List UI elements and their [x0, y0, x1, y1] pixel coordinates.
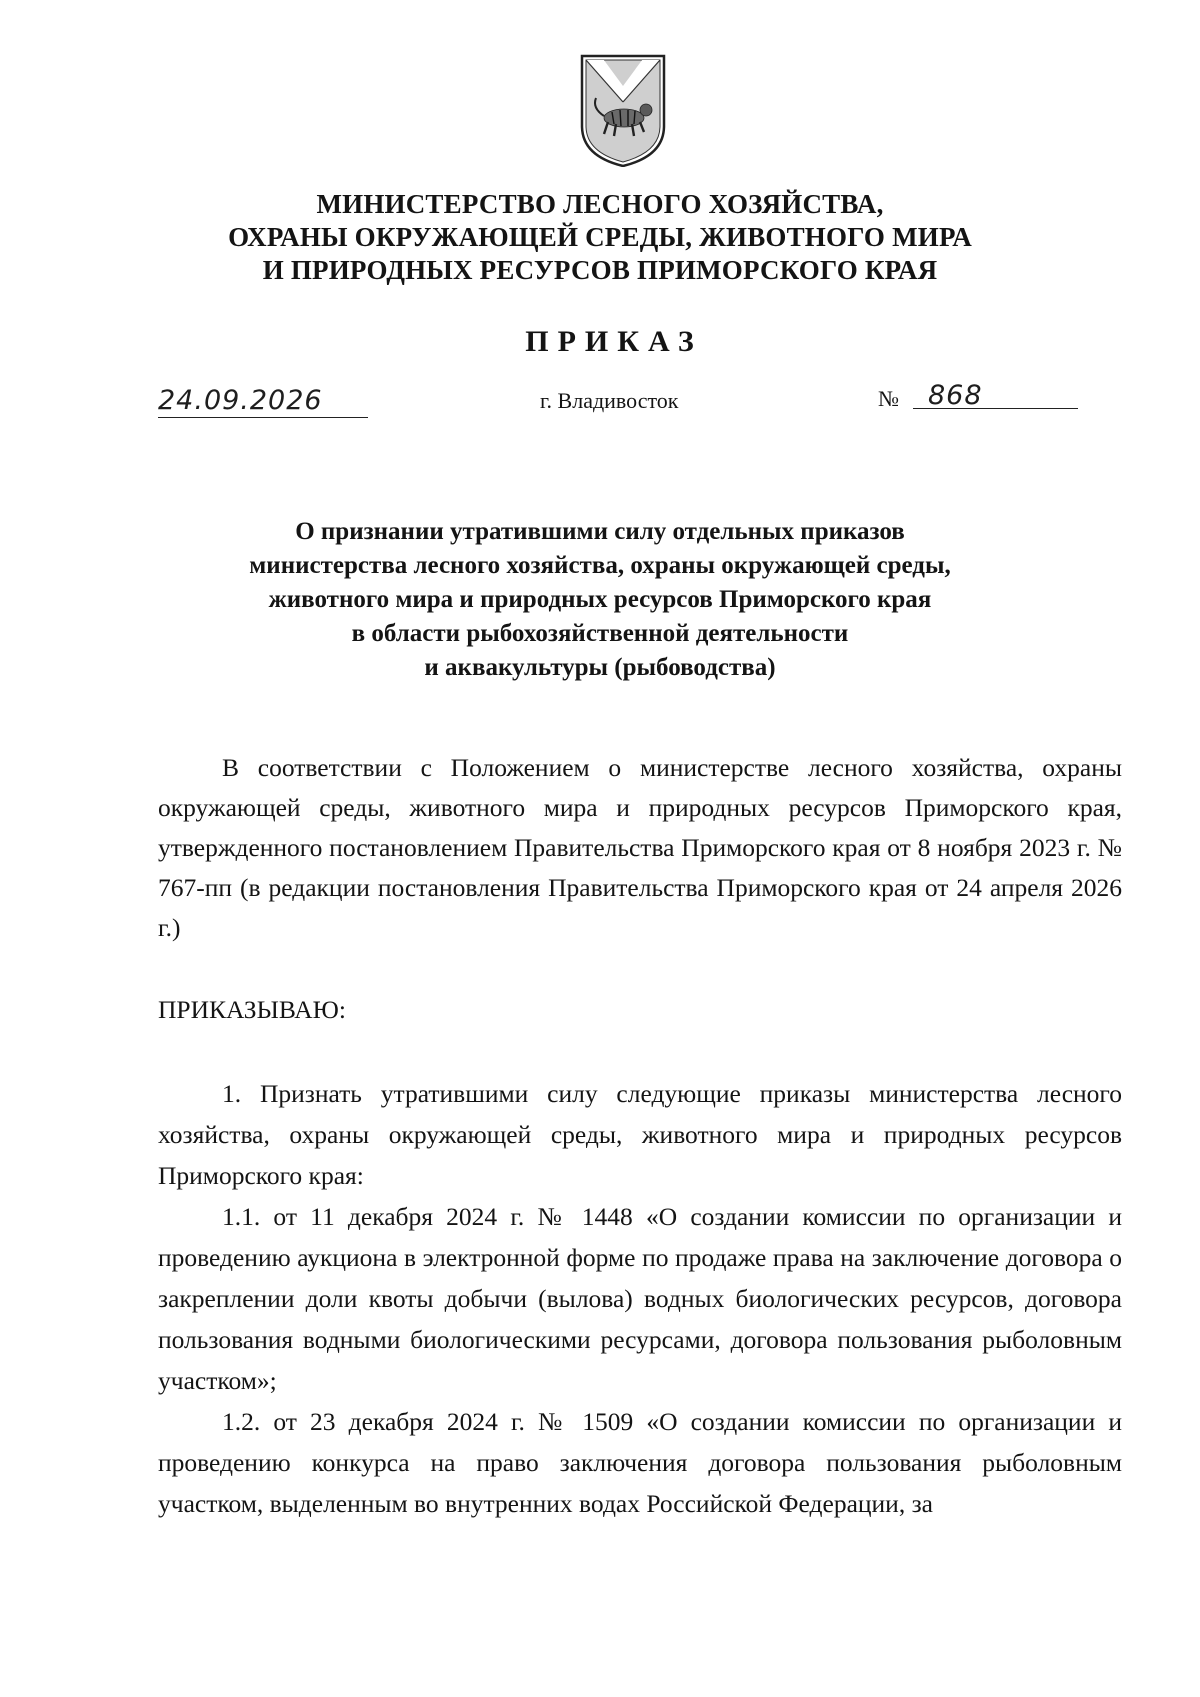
- ministry-line: ОХРАНЫ ОКРУЖАЮЩЕЙ СРЕДЫ, ЖИВОТНОГО МИРА: [228, 222, 972, 252]
- ministry-line: И ПРИРОДНЫХ РЕСУРСОВ ПРИМОРСКОГО КРАЯ: [262, 255, 938, 285]
- title-line: в области рыбохозяйственной деятельности: [351, 620, 849, 647]
- title-line: О признании утратившими силу отдельных приказов: [295, 518, 905, 545]
- ministry-name: [150, 188, 1050, 287]
- date-underline: [158, 417, 368, 418]
- order-item: 1.2. от 23 декабря 2024 г. № 1509 «О создании комиссии по организации и проведению конкурса на право заключения договора пользования рыболовным участком, выделенным во внутренних водах Российской Федерации, за: [158, 1407, 1122, 1518]
- document-city: г. Владивосток: [540, 388, 679, 413]
- document-date: 24.09.2026: [158, 385, 323, 416]
- title-line: животного мира и природных ресурсов Приморского края: [268, 586, 932, 613]
- order-item: 1. Признать утратившими силу следующие приказы министерства лесного хозяйства, охраны окружающей среды, животного мира и природных ресурсов Приморского края:: [158, 1079, 1122, 1190]
- number-underline: [913, 408, 1078, 409]
- preamble: [158, 748, 1122, 948]
- document-title: [150, 515, 1050, 685]
- order-item: 1.1. от 11 декабря 2024 г. № 1448 «О создании комиссии по организации и проведению аукциона в электронной форме по продаже права на заключение договора о закреплении доли квоты добычи (вылова) водных биологических ресурсов, договора пользования водными биологическими ресурсами, договора пользования рыболовным участком»;: [158, 1202, 1122, 1395]
- order-keyword: ПРИКАЗЫВАЮ:: [158, 995, 346, 1024]
- order-items: [158, 1073, 1122, 1524]
- document-number: 868: [928, 380, 983, 411]
- ministry-line: МИНИСТЕРСТВО ЛЕСНОГО ХОЗЯЙСТВА,: [316, 189, 884, 219]
- document-type: ПРИКАЗ: [525, 325, 703, 358]
- number-sign: №: [878, 386, 899, 411]
- title-line: и аквакультуры (рыбоводства): [424, 654, 776, 681]
- preamble-paragraph: В соответствии с Положением о министерстве лесного хозяйства, охраны окружающей среды, животного мира и природных ресурсов Приморского края, утвержденного постановлением Правительства Приморского края от 8 ноября 2023 г. № 767-пп (в редакции постановления Правительства Приморского края от 24 апреля 2026 г.): [158, 753, 1122, 942]
- title-line: министерства лесного хозяйства, охраны окружающей среды,: [249, 552, 951, 579]
- coat-of-arms-icon: [578, 52, 668, 167]
